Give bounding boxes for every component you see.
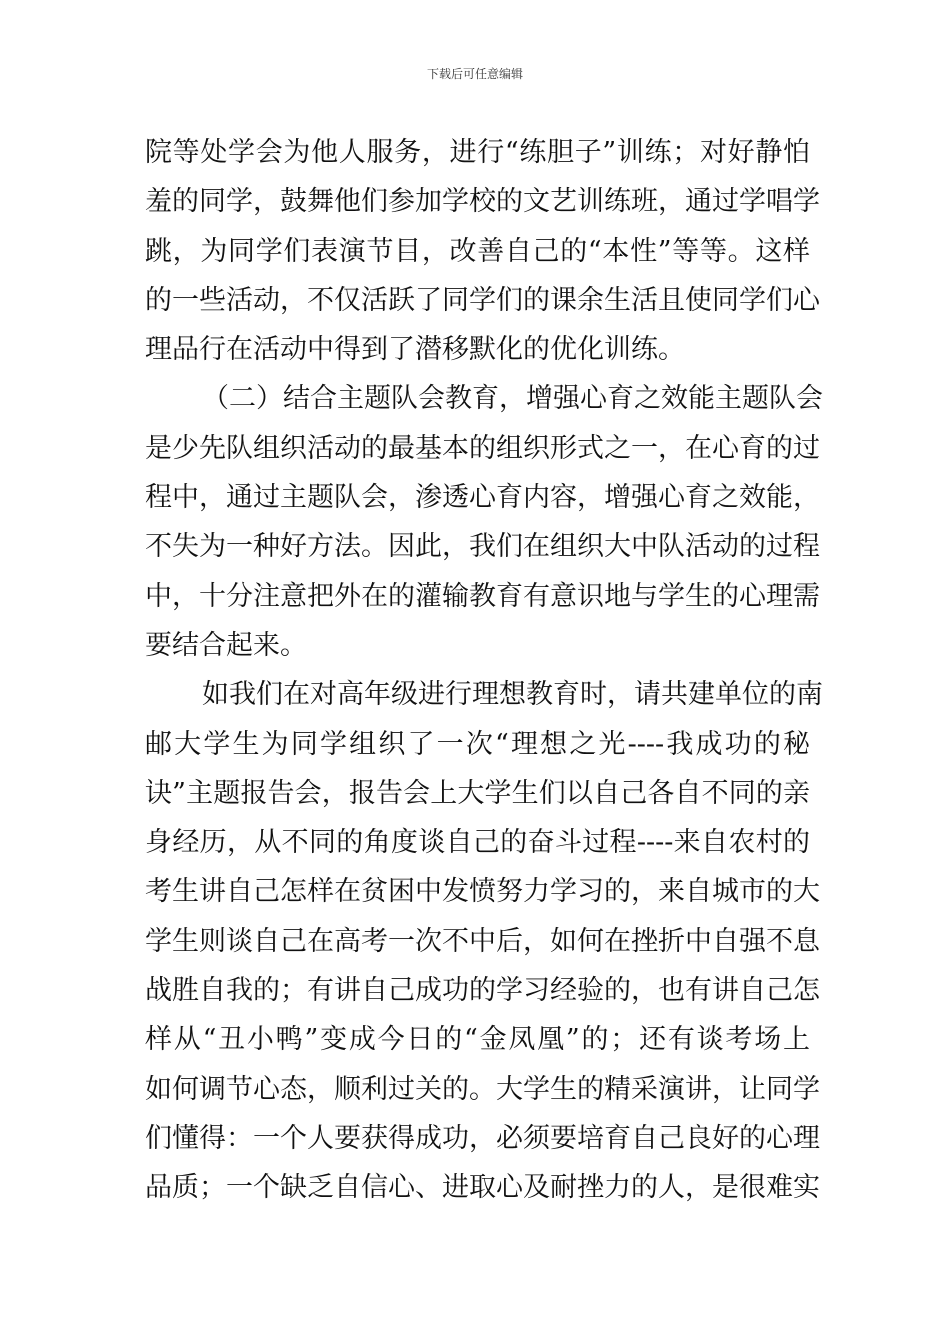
page-header: 下载后可任意编辑 xyxy=(426,67,523,81)
text-line: （二）结合主题队会教育，增强心育之效能主题队会 xyxy=(202,383,823,415)
text-line: 们懂得：一个人要获得成功，必须要培育自己良好的心理 xyxy=(145,1122,820,1154)
text-line: 程中，通过主题队会，渗透心育内容，增强心育之效能， xyxy=(145,482,820,514)
text-line: 要结合起来。 xyxy=(145,629,307,661)
text-line: 战胜自我的；有讲自己成功的学习经验的，也有讲自己怎 xyxy=(145,975,820,1007)
paragraph xyxy=(145,128,820,374)
text-line: 羞的同学，鼓舞他们参加学校的文艺训练班，通过学唱学 xyxy=(145,186,820,218)
text-line: 诀”主题报告会，报告会上大学生们以自己各自不同的亲 xyxy=(145,777,810,809)
text-line: 考生讲自己怎样在贫困中发愤努力学习的，来自城市的大 xyxy=(145,876,820,908)
text-line: 学生则谈自己在高考一次不中后，如何在挫折中自强不息 xyxy=(145,925,820,957)
text-line: 理品行在活动中得到了潜移默化的优化训练。 xyxy=(145,334,685,366)
text-line: 中，十分注意把外在的灌输教育有意识地与学生的心理需 xyxy=(145,580,820,612)
paragraph xyxy=(145,374,823,670)
text-line: 院等处学会为他人服务，进行“练胆子”训练；对好静怕 xyxy=(145,137,810,168)
text-line: 是少先队组织活动的最基本的组织形式之一，在心育的过 xyxy=(145,432,820,464)
text-line: 样从“丑小鸭”变成今日的“金凤凰”的；还有谈考场上 xyxy=(145,1024,810,1056)
text-line: 邮大学生为同学组织了一次“理想之光----我成功的秘 xyxy=(145,728,810,760)
text-line: 不失为一种好方法。因此，我们在组织大中队活动的过程 xyxy=(145,531,820,563)
text-line: 身经历，从不同的角度谈自己的奋斗过程----来自农村的 xyxy=(145,827,810,859)
text-line: 如我们在对高年级进行理想教育时，请共建单位的南 xyxy=(202,679,823,711)
text-line: 如何调节心态，顺利过关的。大学生的精采演讲，让同学 xyxy=(145,1073,820,1105)
text-line: 跳，为同学们表演节目，改善自己的“本性”等等。这样 xyxy=(145,235,810,267)
text-line: 品质；一个缺乏自信心、进取心及耐挫力的人，是很难实 xyxy=(145,1172,820,1204)
body-text xyxy=(145,128,823,1213)
paragraph xyxy=(145,670,823,1212)
text-line: 的一些活动，不仅活跃了同学们的课余生活且使同学们心 xyxy=(145,284,820,316)
